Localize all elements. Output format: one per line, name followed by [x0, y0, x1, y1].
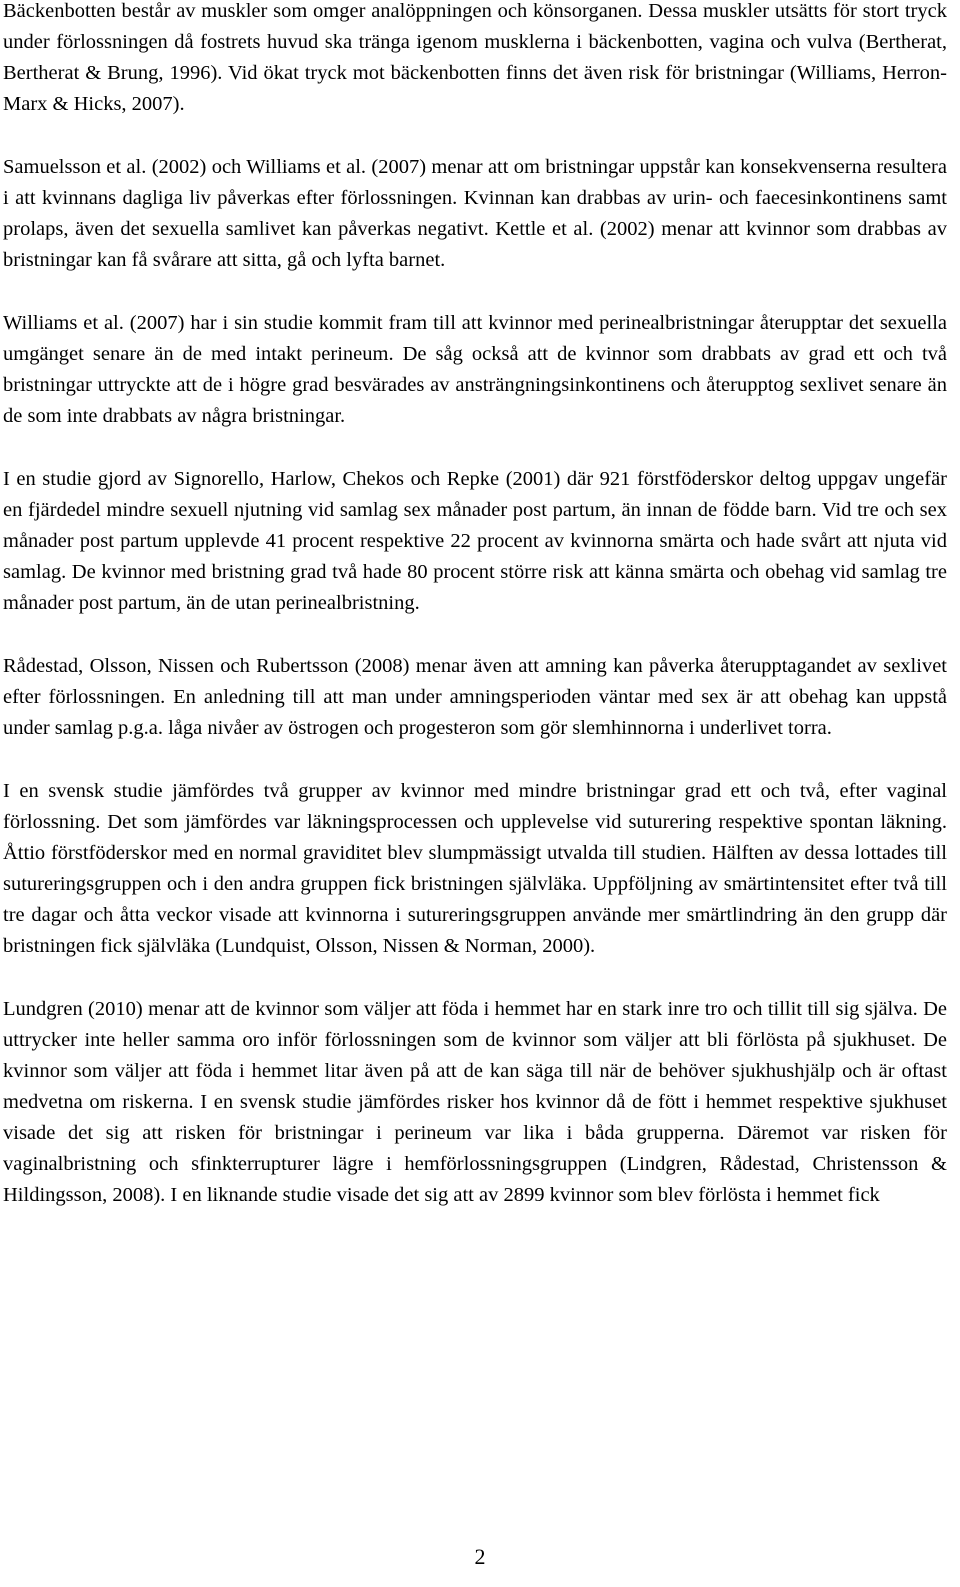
- paragraph-home-birth: Lundgren (2010) menar att de kvinnor som väljer att föda i hemmet har en stark inre tro och tillit till sig själva. De uttrycker inte heller samma oro inför förlossningen som de kvinnor som väljer att bli förlösta på sjukhuset. De kvinnor som väljer att föda i hemmet litar även på att de kan säga till när de behöver sjukhushjälp och är oftast medvetna om riskerna. I en svensk studie jämfördes risker hos kvinnor då de fött i hemmet respektive sjukhuset visade det sig att risken för bristningar i perineum var lika i båda grupperna. Däremot var risken för vaginalbristning och sfinkterrupturer lägre i hemförlossningsgruppen (Lindgren, Rådestad, Christensson & Hildingsson, 2008). I en liknande studie visade det sig att av 2899 kvinnor som blev förlösta i hemmet fick: [3, 998, 947, 1206]
- document-page: [3, 0, 947, 1243]
- paragraph-signorello-study: I en studie gjord av Signorello, Harlow, Chekos och Repke (2001) där 921 förstföderskor deltog uppgav ungefär en fjärdedel mindre sexuell njutning vid samlag sex månader post partum, än innan de födde barn. Vid tre och sex månader post partum upplevde 41 procent respektive 22 procent av kvinnorna smärta och hade svårt att njuta vid samlag. De kvinnor med bristning grad två hade 80 procent större risk att känna smärta och obehag vid samlag tre månader post partum, än de utan perinealbristning.: [3, 468, 947, 614]
- page-number: 2: [474, 1544, 486, 1569]
- paragraph-swedish-study: I en svensk studie jämfördes två grupper av kvinnor med mindre bristningar grad ett och två, efter vaginal förlossning. Det som jämfördes var läkningsprocessen och upplevelse vid suturering respektive spontan läkning. Åttio förstföderskor med en normal graviditet blev slumpmässigt utvalda till studien. Hälften av dessa lottades till sutureringsgruppen och i den andra gruppen fick bristningen självläka. Uppföljning av smärtintensitet efter två till tre dagar och åtta veckor visade att kvinnorna i sutureringsgruppen använde mer smärtlindring än den grupp där bristningen fick självläka (Lundquist, Olsson, Nissen & Norman, 2000).: [3, 780, 947, 957]
- paragraph-williams-study: Williams et al. (2007) har i sin studie kommit fram till att kvinnor med perinealbristningar återupptar det sexuella umgänget senare än de med intakt perineum. De såg också att de kvinnor som drabbats av grad ett och två bristningar uttryckte att de i högre grad besvärades av ansträngningsinkontinens och återupptog sexlivet senare än de som inte drabbats av några bristningar.: [3, 312, 947, 427]
- paragraph-consequences: Samuelsson et al. (2002) och Williams et al. (2007) menar att om bristningar uppstår kan konsekvenserna resultera i att kvinnans dagliga liv påverkas efter förlossningen. Kvinnan kan drabbas av urin- och faecesinkontinens samt prolaps, även det sexuella samlivet kan påverkas negativt. Kettle et al. (2002) menar att kvinnor som drabbas av bristningar kan få svårare att sitta, gå och lyfta barnet.: [3, 156, 947, 271]
- paragraph-breastfeeding: Rådestad, Olsson, Nissen och Rubertsson (2008) menar även att amning kan påverka återupptagandet av sexlivet efter förlossningen. En anledning till att man under amningsperioden väntar med sex är att obehag kan uppstå under samlag p.g.a. låga nivåer av östrogen och progesteron som gör slemhinnorna i underlivet torra.: [3, 655, 947, 739]
- paragraph-pelvic-floor: Bäckenbotten består av muskler som omger analöppningen och könsorganen. Dessa muskler utsätts för stort tryck under förlossningen då fostrets huvud ska tränga igenom musklerna i bäckenbotten, vagina och vulva (Bertherat, Bertherat & Brung, 1996). Vid ökat tryck mot bäckenbotten finns det även risk för bristningar (Williams, Herron-Marx & Hicks, 2007).: [3, 0, 947, 115]
